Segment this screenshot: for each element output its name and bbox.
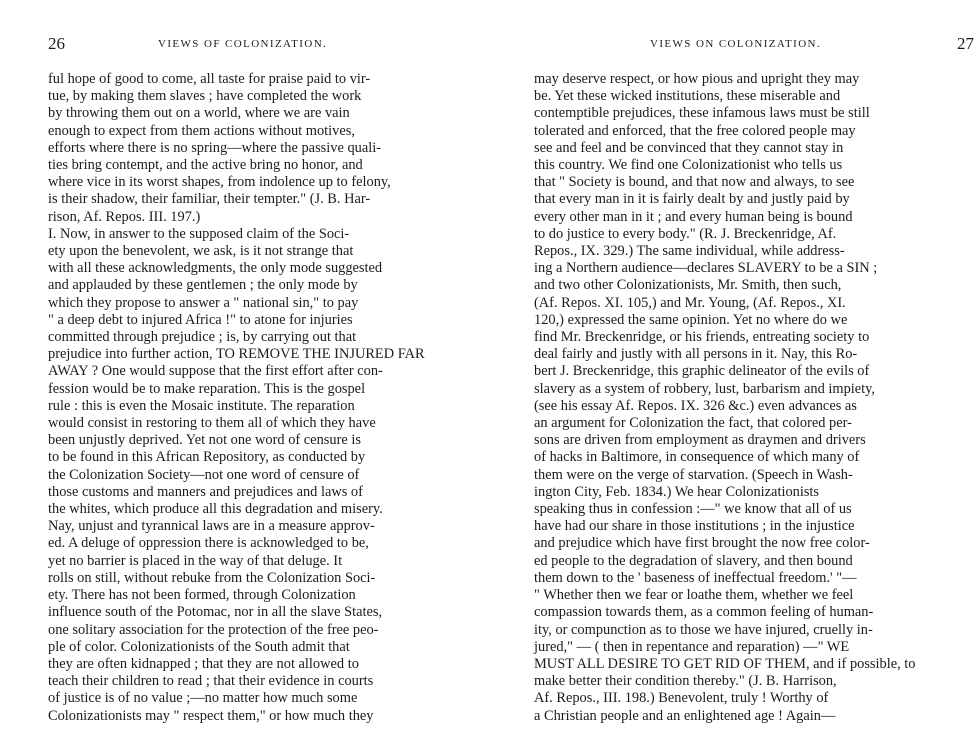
- text-line: slavery as a system of robbery, lust, barbarism and impiety,: [534, 380, 876, 397]
- text-line: (Af. Repos. XI. 105,) and Mr. Young, (Af. Repos., XI.: [534, 294, 846, 311]
- text-line: to do justice to every body." (R. J. Breckenridge, Af.: [534, 225, 837, 242]
- text-line: Nay, unjust and tyrannical laws are in a measure approv-: [48, 518, 375, 535]
- text-line: enough to expect from them actions without motives,: [48, 122, 355, 139]
- left-page-body: [48, 71, 455, 725]
- text-line: 120,) expressed the same opinion. Yet no where do we: [534, 311, 848, 328]
- text-line: " Whether then we fear or loathe them, whether we feel: [534, 587, 854, 604]
- text-line: tolerated and enforced, that the free colored people may: [534, 122, 856, 139]
- text-line: rison, Af. Repos. III. 197.): [48, 208, 201, 225]
- text-line: ed people to the degradation of slavery, and then bound: [534, 552, 853, 569]
- text-line: fession would be to make reparation. This is the gospel: [48, 380, 366, 397]
- text-line: with all these acknowledgments, the only mode suggested: [48, 260, 383, 277]
- text-line: this country. We find one Colonizationist who tells us: [534, 157, 843, 174]
- text-line: them down to the ' baseness of ineffectual freedom.' "—: [534, 569, 857, 586]
- text-line: Colonizationists may " respect them," or how much they: [48, 707, 374, 724]
- text-line: they are often kidnapped ; that they are not allowed to: [48, 655, 359, 672]
- text-line: rolls on still, without rebuke from the Colonization Soci-: [48, 569, 376, 586]
- text-line: ed. A deluge of oppression there is acknowledged to be,: [48, 535, 369, 552]
- left-page-header: [48, 34, 456, 58]
- text-line: (see his essay Af. Repos. IX. 326 &c.) even advances as: [534, 397, 857, 414]
- text-line: by throwing them out on a world, where we are vain: [48, 105, 350, 122]
- text-line: compassion towards them, as a common feeling of human-: [534, 604, 874, 621]
- text-line: yet no barrier is placed in the way of that deluge. It: [48, 552, 343, 569]
- text-line: one solitary association for the protection of the free peo-: [48, 621, 379, 638]
- text-line: and applauded by these gentlemen ; the only mode by: [48, 277, 358, 294]
- text-line: tue, by making them slaves ; have completed the work: [48, 88, 362, 105]
- text-line: and two other Colonizationists, Mr. Smith, then such,: [534, 277, 842, 294]
- text-line: is their shadow, their familiar, their tempter." (J. B. Har-: [48, 191, 371, 208]
- text-line: rule : this is even the Mosaic institute. The reparation: [48, 397, 355, 414]
- text-line: see and feel and be convinced that they cannot stay in: [534, 139, 844, 156]
- right-page: [490, 0, 980, 731]
- text-line: that every man in it is fairly dealt by and justly paid by: [534, 191, 850, 208]
- text-line: efforts where there is no spring—where the passive quali-: [48, 139, 382, 156]
- text-line: would consist in restoring to them all of which they have: [48, 415, 376, 432]
- text-line: Af. Repos., III. 198.) Benevolent, truly ! Worthy of: [534, 690, 829, 707]
- text-line: contemptible prejudices, these infamous laws must be still: [534, 105, 870, 122]
- left-page-number: 26: [48, 34, 65, 53]
- text-line: ing a Northern audience—declares SLAVERY to be a SIN ;: [534, 260, 878, 277]
- left-running-head: VIEWS OF COLONIZATION.: [158, 38, 328, 50]
- text-line: every other man in it ; and every human being is bound: [534, 208, 853, 225]
- text-line: prejudice into further action, TO REMOVE THE INJURED FAR: [48, 346, 425, 363]
- text-line: I. Now, in answer to the supposed claim of the Soci-: [48, 225, 350, 242]
- text-line: to be found in this African Repository, as conducted by: [48, 449, 366, 466]
- text-line: of hacks in Baltimore, in consequence of which many of: [534, 449, 860, 466]
- text-line: find Mr. Breckenridge, or his friends, entreating society to: [534, 329, 870, 346]
- text-line: ington City, Feb. 1834.) We hear Colonizationists: [534, 483, 820, 500]
- text-line: may deserve respect, or how pious and upright they may: [534, 71, 860, 87]
- text-line: an argument for Colonization the fact, that colored per-: [534, 415, 852, 432]
- text-line: ity, or compunction as to those we have injured, cruelly in-: [534, 621, 873, 638]
- right-page-number: 27: [957, 34, 974, 53]
- text-line: the Colonization Society—not one word of censure of: [48, 466, 360, 483]
- text-line: MUST ALL DESIRE TO GET RID OF THEM, and if possible, to: [534, 655, 916, 672]
- text-line: jured," — ( then in repentance and reparation) —" WE: [534, 638, 850, 655]
- text-line: them were on the verge of starvation. (Speech in Wash-: [534, 466, 853, 483]
- text-line: have had our share in those institutions ; in the injustice: [534, 518, 855, 535]
- text-line: deal fairly and justly with all persons in it. Nay, this Ro-: [534, 346, 858, 363]
- text-line: ties bring contempt, and the active bring no honor, and: [48, 157, 363, 174]
- text-line: ety. There has not been formed, through Colonization: [48, 587, 356, 604]
- text-line: teach their children to read ; that their evidence in courts: [48, 673, 374, 690]
- text-line: the whites, which produce all this degradation and misery.: [48, 501, 383, 518]
- text-line: ful hope of good to come, all taste for praise paid to vir-: [48, 71, 371, 87]
- text-line: bert J. Breckenridge, this graphic delineator of the evils of: [534, 363, 870, 380]
- text-line: those customs and manners and prejudices and laws of: [48, 483, 363, 500]
- right-page-body: [534, 71, 976, 725]
- text-line: ple of color. Colonizationists of the South admit that: [48, 638, 350, 655]
- text-line: committed through prejudice ; is, by carrying out that: [48, 329, 357, 346]
- text-line: AWAY ? One would suppose that the first effort after con-: [48, 363, 383, 380]
- text-line: that " Society is bound, and that now and always, to see: [534, 174, 855, 191]
- text-line: of justice is of no value ;—no matter how much some: [48, 690, 358, 707]
- text-line: ety upon the benevolent, we ask, is it not strange that: [48, 243, 354, 260]
- text-line: influence south of the Potomac, nor in all the slave States,: [48, 604, 383, 621]
- right-page-header: [540, 34, 980, 58]
- text-line: a Christian people and an enlightened age ! Again—: [534, 707, 836, 724]
- right-running-head: VIEWS ON COLONIZATION.: [650, 38, 822, 50]
- text-line: Repos., IX. 329.) The same individual, while address-: [534, 243, 845, 260]
- text-line: been unjustly deprived. Yet not one word of censure is: [48, 432, 361, 449]
- text-line: make better their condition thereby." (J. B. Harrison,: [534, 673, 837, 690]
- text-line: " a deep debt to injured Africa !" to atone for injuries: [48, 311, 353, 328]
- text-line: which they propose to answer a " national sin," to pay: [48, 294, 359, 311]
- text-line: where vice in its worst shapes, from indolence up to felony,: [48, 174, 391, 191]
- text-line: speaking thus in confession :—" we know that all of us: [534, 501, 852, 518]
- text-line: sons are driven from employment as draymen and drivers: [534, 432, 866, 449]
- text-line: be. Yet these wicked institutions, these miserable and: [534, 88, 841, 105]
- text-line: and prejudice which have first brought the now free color-: [534, 535, 870, 552]
